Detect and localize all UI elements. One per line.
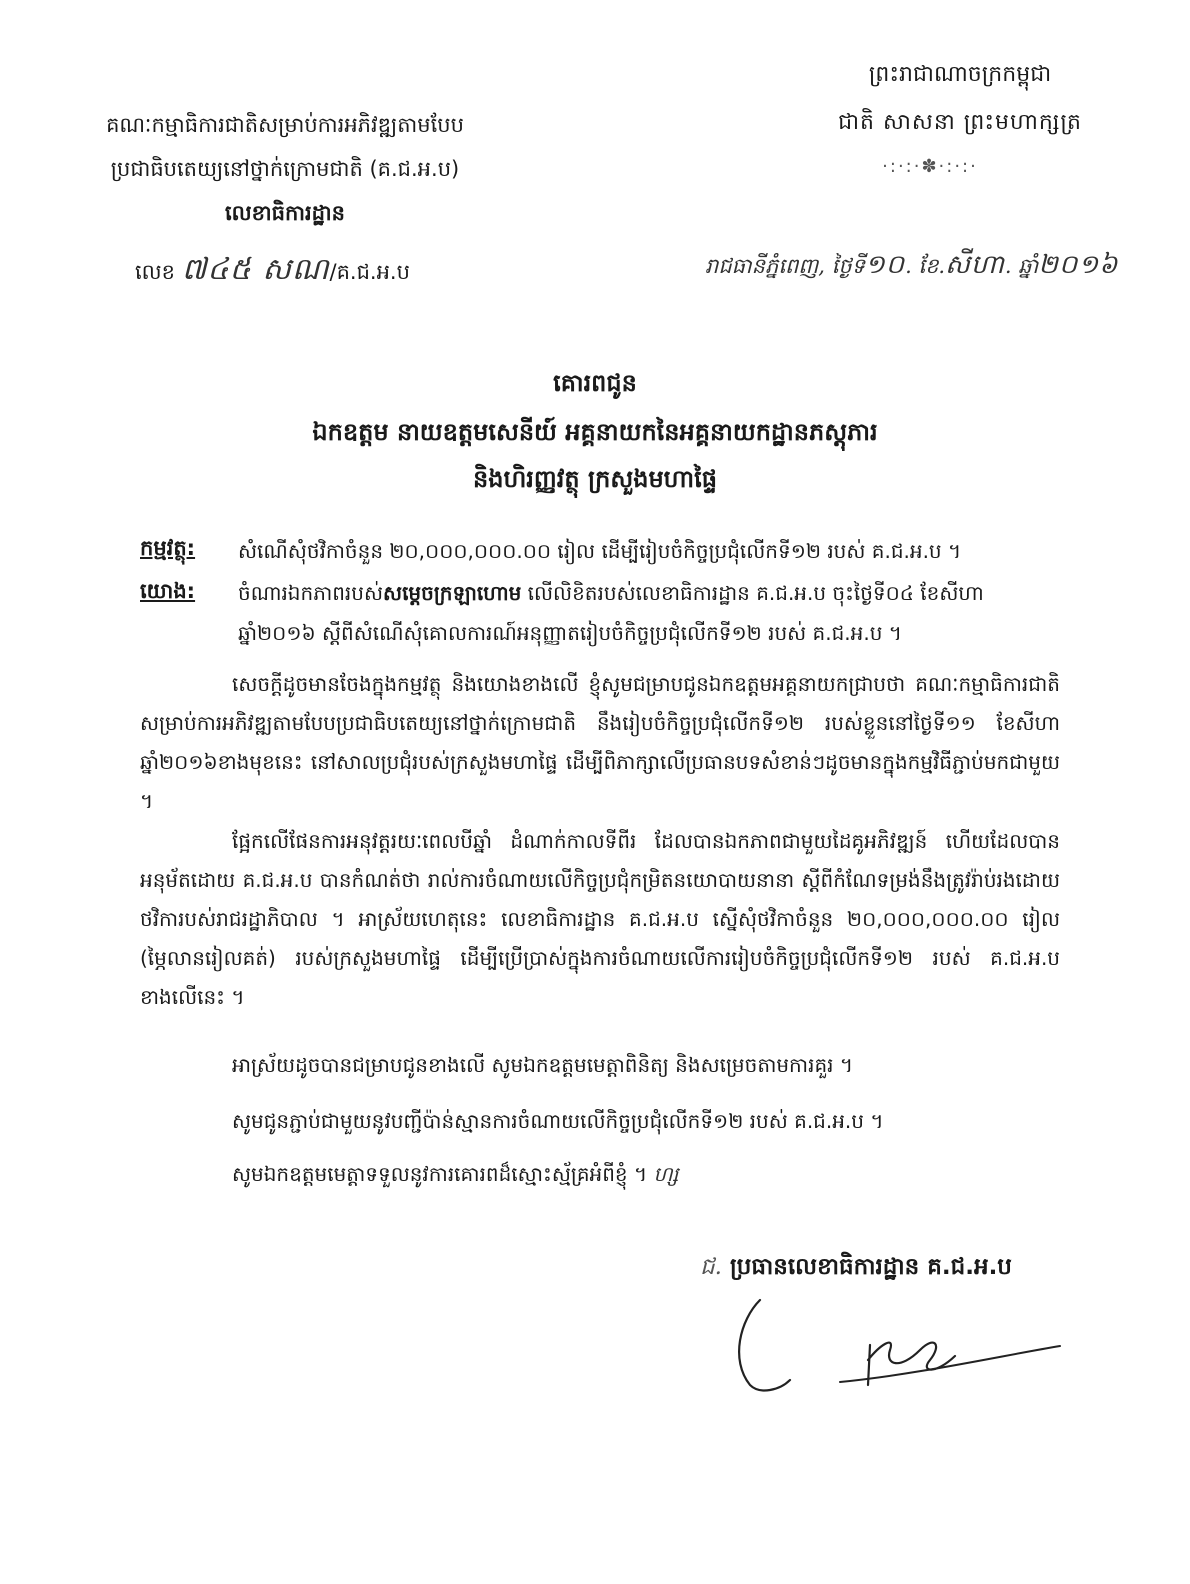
reference-text	[238, 574, 1068, 613]
handwritten-signature	[720, 1290, 1080, 1410]
signatory-title	[700, 1253, 1012, 1286]
ref-prefix: លេខ	[135, 260, 175, 284]
paragraph-2: ផ្អែកលើផែនការអនុវត្តរយៈពេលបីឆ្នាំ ដំណាក់កាលទីពីរ ដែលបានឯកភាពជាមួយដៃគូអភិវឌ្ឍន៍ ហើយដែលបានអនុម័តដោយ គ.ជ.អ.ប បានកំណត់ថា រាល់ការចំណាយលើកិច្ចប្រជុំកម្រិតនយោបាយនានា ស្តីពីកំណែទម្រង់នឹងត្រូវរ៉ាប់រងដោយថវិការបស់រាជរដ្ឋាភិបាល ។ អាស្រ័យហេតុនេះ លេខាធិការដ្ឋាន គ.ជ.អ.ប ស្នើសុំថវិកាចំនួន ២០,០០០,០០០.០០ រៀល (ម្ភៃលានរៀលគត់) របស់ក្រសួងមហាផ្ទៃ ដើម្បីប្រើប្រាស់ក្នុងការចំណាយលើការរៀបចំកិច្ចប្រជុំលើកទី១២ របស់ គ.ជ.អ.ប ខាងលើនេះ ។	[140, 829, 1060, 1009]
paragraph-1: សេចក្តីដូចមានចែងក្នុងកម្មវត្ថុ និងយោងខាងលើ ខ្ញុំសូមជម្រាបជូនឯកឧត្តមអគ្គនាយកជ្រាបថា គណៈកម្មាធិការជាតិសម្រាប់ការអភិវឌ្ឍតាមបែបប្រជាធិបតេយ្យនៅថ្នាក់ក្រោមជាតិ នឹងរៀបចំកិច្ចប្រជុំលើកទី១២ របស់ខ្លួននៅថ្ងៃទី១១ ខែសីហា ឆ្នាំ២០១៦ខាងមុខនេះ នៅសាលប្រជុំរបស់ក្រសួងមហាផ្ទៃ ដើម្បីពិភាក្សាលើប្រធានបទសំខាន់ៗដូចមានក្នុងកម្មវិធីភ្ជាប់មកជាមួយ ។	[140, 672, 1060, 813]
paragraph-3: អាស្រ័យដូចបានជម្រាបជូនខាងលើ សូមឯកឧត្តមមេត្តាពិនិត្យ និងសម្រេចតាមការគួរ ។	[232, 1053, 854, 1077]
signatory-title-text: ប្រធានលេខាធិការដ្ឋាន គ.ជ.អ.ប	[729, 1254, 1012, 1280]
addressee-line2: ឯកឧត្តម នាយឧត្តមសេនីយ៍ អគ្គនាយកនៃអគ្គនាយកដ្ឋានភស្តុភារ	[312, 418, 878, 446]
date-place-day: រាជធានីភ្នំពេញ, ថ្ងៃទី	[705, 254, 865, 278]
org-name-line2: ប្រជាធិបតេយ្យនៅថ្នាក់ក្រោមជាតិ (គ.ជ.អ.ប)	[110, 157, 460, 181]
addressee-salutation: គោរពជូន	[553, 369, 637, 397]
kingdom-title: ព្រះរាជាណាចក្រកម្ពុជា	[868, 62, 1052, 87]
reference-text-after: លើលិខិតរបស់លេខាធិការដ្ឋាន គ.ជ.អ.ប ចុះថ្ងៃទី០៤ ខែសីហា	[521, 581, 984, 605]
signatory-prefix: ជ.	[700, 1254, 722, 1280]
date-month: សីហា	[945, 250, 1005, 280]
org-name-line1: គណៈកម្មាធិការជាតិសម្រាប់ការអភិវឌ្ឍតាមបែប	[106, 113, 464, 137]
subject-label: កម្មវត្ថុ:	[140, 536, 196, 560]
paragraph-5-text: សូមឯកឧត្តមមេត្តាទទួលនូវការគោរពដ៏ស្មោះស្ម័គ្រអំពីខ្ញុំ ។	[232, 1162, 648, 1186]
paragraph-4: សូមជូនភ្ជាប់ជាមួយនូវបញ្ជីប៉ាន់ស្មានការចំណាយលើកិច្ចប្រជុំលើកទី១២ របស់ គ.ជ.អ.ប ។	[232, 1109, 884, 1133]
date-year: ២០១៦	[1038, 250, 1119, 280]
reference-text-bold: សម្តេចក្រឡាហោម	[383, 581, 522, 605]
national-motto: ជាតិ សាសនា ព្រះមហាក្សត្រ	[838, 110, 1082, 135]
ref-suffix: /គ.ជ.អ.ប	[329, 260, 410, 284]
reference-label: យោង:	[140, 579, 196, 603]
subject-text: សំណើសុំថវិកាចំនួន ២០,០០០,០០០.០០ រៀល ដើម្បីរៀបចំកិច្ចប្រជុំលើកទី១២ របស់ គ.ជ.អ.ប ។	[238, 539, 962, 563]
date-day: ១០	[864, 250, 906, 280]
reference-text-before: ចំណារឯកភាពរបស់	[238, 581, 384, 605]
department-name: លេខាធិការដ្ឋាន	[225, 201, 345, 225]
date-line	[705, 248, 1118, 286]
ref-handwritten-number: ៧៤៥ សណ	[181, 252, 330, 287]
paragraph-5	[232, 1155, 679, 1194]
addressee-line3: និងហិរញ្ញវត្ថុ ក្រសួងមហាផ្ទៃ	[472, 465, 718, 493]
handwritten-initial: ហ្ស	[653, 1162, 679, 1186]
date-month-label: . ខែ.	[905, 254, 946, 278]
reference-number	[135, 250, 410, 294]
ornament-divider: ·:·:·✽·:·:·	[882, 156, 978, 177]
reference-text-line2: ឆ្នាំ២០១៦ ស្តីពីសំណើសុំគោលការណ៍អនុញ្ញាតរៀបចំកិច្ចប្រជុំលើកទី១២ របស់ គ.ជ.អ.ប ។	[238, 621, 902, 645]
date-year-label: . ឆ្នាំ	[1004, 254, 1039, 278]
